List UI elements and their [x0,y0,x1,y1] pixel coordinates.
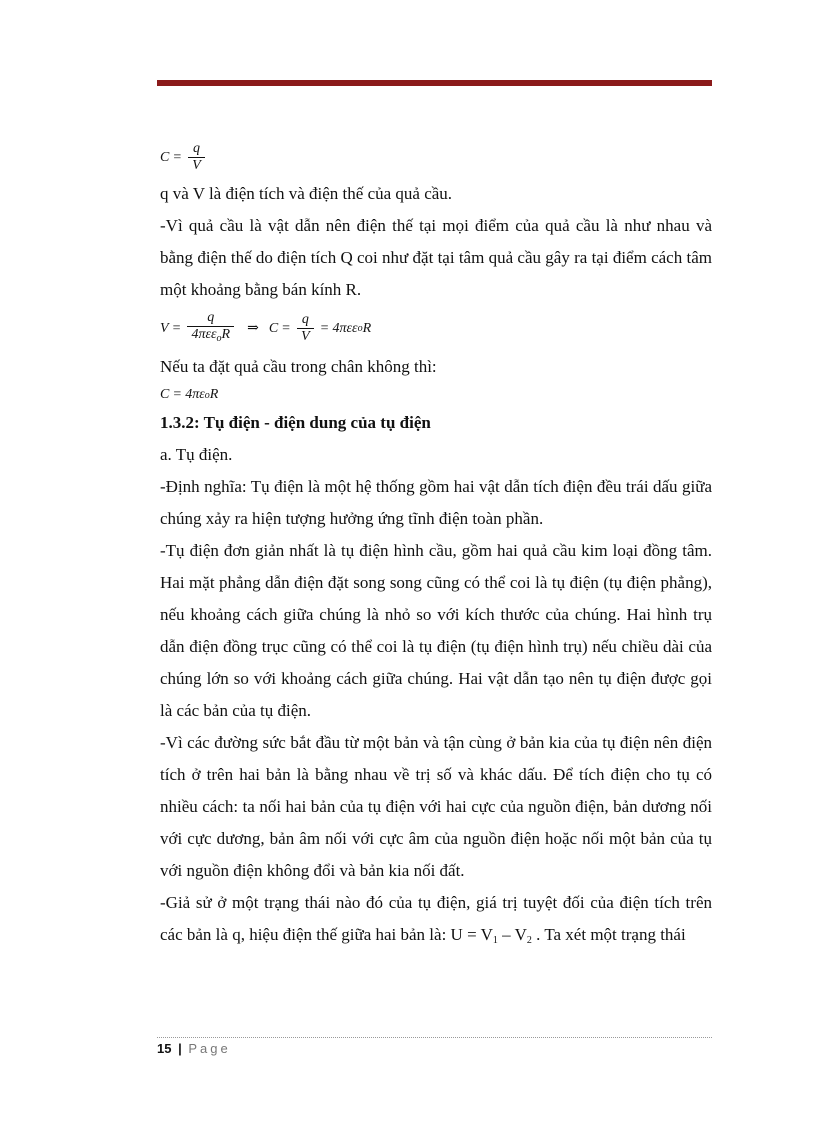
eq2-den-main: 4πεε [191,327,217,342]
eq1-equals: = [173,149,182,165]
header-rule [157,80,712,86]
paragraph-1: q và V là điện tích và điện thế của quả cầu. [160,184,453,203]
implies-arrow: ⇒ [247,321,259,336]
page-footer [157,1041,231,1056]
eq2-rhs-sub: o [357,323,363,334]
eq2-fraction-1 [187,310,234,347]
page-label: Page [188,1041,231,1056]
eq1-lhs: C [160,149,170,165]
p8-sub1: 1 [492,935,498,946]
paragraph-3: Nếu ta đặt quả cầu trong chân không thì: [160,357,437,376]
p8-mid: – V [497,925,527,944]
paragraph-8 [160,887,712,957]
paragraph-5: -Định nghĩa: Tụ điện là một hệ thống gồm hai vật dẫn tích điện đều trái dấu giữa chúng xảy ra hiện tượng hưởng ứng tĩnh điện toàn phần. [160,477,712,528]
page-number: 15 [157,1041,172,1056]
paragraph-2: -Vì quả cầu là vật dẫn nên điện thế tại mọi điểm của quả cầu là như nhau và bằng điện thế do điện tích Q coi như đặt tại tâm quả cầu gây ra tại điểm cách tâm một khoảng bằng bán kính R. [160,216,712,299]
paragraph-6: -Tụ điện đơn giản nhất là tụ điện hình cầu, gồm hai quả cầu kim loại đồng tâm. Hai mặt phẳng dẫn điện đặt song song cũng có thể coi là tụ điện (tụ điện phẳng), nếu khoảng cách giữa chúng là nhỏ so với kích thước của chúng. Hai hình trụ dẫn điện đồng trục cũng có thể coi là tụ điện (tụ điện hình trụ) nếu chiều dài của chúng lớn so với khoảng cách giữa chúng. Hai vật dẫn tạo nên tụ điện được gọi là các bản của tụ điện. [160,541,712,720]
eq3-lhs: C [160,387,170,402]
eq1-fraction [188,141,205,174]
eq1-denominator: V [188,157,205,174]
equation-vacuum [160,387,712,403]
eq2-equals-3: = [320,320,329,336]
paragraph-7: -Vì các đường sức bắt đầu từ một bản và tận cùng ở bản kia của tụ điện nên điện tích ở trên hai bản là bằng nhau về trị số và khác dấu. Để tích điện cho tụ có nhiều cách: ta nối hai bản của tụ điện với hai cực của nguồn điện, bản dương nối với cực dương, bản âm nối với cực âm của nguồn điện hoặc nối một bản của tụ với nguồn điện không đổi và bản kia nối đất. [160,733,712,880]
eq3-rhs-tail: R [209,387,219,402]
p8-text: -Giả sử ở một trạng thái nào đó của tụ điện, giá trị tuyệt đối của điện tích trên các bản là q, hiệu điện thế giữa hai bản là: U = V [160,893,712,944]
eq1-numerator: q [193,141,201,156]
footer-rule [157,1037,712,1038]
eq2-numerator-2: q [301,312,309,327]
page-content [160,135,712,957]
eq2-den-tail: R [221,327,231,342]
eq3-rhs-sub: o [204,389,210,401]
paragraph-4: a. Tụ điện. [160,445,233,464]
eq2-rhs-tail: R [362,320,372,336]
eq2-rhs-main: 4πεε [332,320,358,336]
equation-capacitance [160,141,712,174]
footer-separator: | [178,1041,182,1056]
equation-potential [160,310,712,347]
section-heading: 1.3.2: Tụ điện - điện dung của tụ điện [160,413,431,432]
eq2-den-sub: o [216,333,222,344]
eq2-denominator-2: V [297,328,314,345]
eq2-denominator [187,326,234,347]
eq2-lhs: V [160,320,169,336]
eq2-numerator: q [207,310,215,325]
eq3-rhs-main: 4πε [185,387,205,402]
eq2-fraction-2 [297,312,314,345]
eq2-equals-2: = [282,320,291,336]
eq2-equals: = [172,320,181,336]
eq2-c: C [268,320,279,336]
p8-tail: . Ta xét một trạng thái [531,925,686,944]
p8-sub2: 2 [526,935,532,946]
eq3-equals: = [173,387,182,402]
